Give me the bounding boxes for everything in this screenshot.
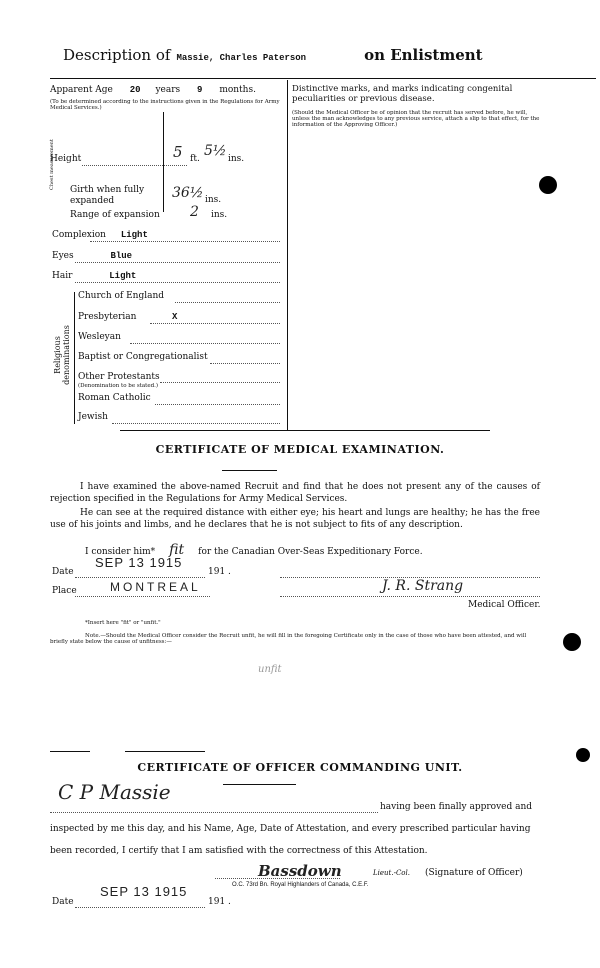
complexion-label: Complexion [52,230,106,240]
range-label: Range of expansion [70,210,160,220]
chest-label: Chest measurement [49,139,55,190]
in-label: ins. [228,154,245,164]
medical-date-stamp: SEP 13 1915 [95,555,183,570]
religion-mark: X [172,312,178,322]
signature-of-officer-label: (Signature of Officer) [425,868,523,878]
header-prefix: Description of [63,46,171,64]
dotted-line [75,262,280,263]
eyes-value: Blue [110,251,133,261]
officer-unit: O.C. 73rd Bn. Royal Highlanders of Canada, C.E.F. [232,882,369,888]
complexion-value: Light [120,230,148,240]
faint-unfit-note: unfit [258,664,282,675]
punch-hole [539,176,557,194]
column-divider [287,80,288,430]
brace [74,292,75,424]
divider [50,78,596,79]
religion-wesleyan: Wesleyan [78,332,121,342]
medical-date-label: Date [52,567,74,577]
medical-paragraph-1: I have examined the above-named Recruit and find that he does not present any of the causes of rejection specified in the Regulations for Army Medical Services. [50,482,540,504]
dotted-line [160,382,280,383]
months-label: months. [219,85,256,95]
officer-date-suffix: 191 . [208,897,231,907]
officer-date-stamp: SEP 13 1915 [100,884,188,899]
religion-jewish: Jewish [78,412,108,422]
place-stamp: MONTREAL [110,580,201,594]
punch-hole [576,748,590,762]
fitness-value: fit [169,542,185,558]
dotted-line [150,323,280,324]
years-label: years [155,85,181,95]
medical-paragraph-2: He can see at the required distance with either eye; his heart and lungs are healthy; he has the free use of his joints and limbs, and he declares that he is not subject to fits of any description. [50,508,540,530]
officer-rank: Lieut.-Col. [373,869,410,877]
ft-label: ft. [190,154,200,164]
apparent-age-row [50,85,256,95]
religion-baptist: Baptist or Congregationalist [78,352,208,362]
religion-label: Religious denominations [53,325,71,385]
divider [222,470,277,471]
dotted-line [130,343,280,344]
hair-row [52,271,136,281]
dotted-line [175,302,280,303]
recruit-name: Massie, Charles Paterson [176,53,307,63]
height-label: Height [50,154,82,164]
girth-label: Girth when fully expanded [70,185,145,206]
religion-presbyterian: Presbyterian [78,312,137,322]
eyes-label: Eyes [52,251,74,261]
officer-date-label: Date [52,897,74,907]
place-label: Place [52,586,77,596]
approval-text-1: having been finally approved and [380,802,533,812]
dotted-line [90,241,280,242]
dotted-line [50,812,378,813]
range-value: 2 [190,204,199,220]
insert-note: *Insert here "fit" or "unfit." [85,620,161,626]
dotted-line [75,596,210,597]
height-ft: 5 [173,143,183,161]
religion-church-of-england: Church of England [78,291,165,301]
medical-certificate-title: CERTIFICATE OF MEDICAL EXAMINATION. [155,443,445,456]
hair-label: Hair [52,271,73,281]
girth-value: 36½ [172,185,204,201]
header-title [63,46,483,64]
divider [120,430,490,431]
dotted-line [75,577,205,578]
approval-text-3: been recorded, I certify that I am satisfied with the correctness of this Attestation. [50,846,428,856]
distinctive-marks-label: Distinctive marks, and marks indicating congenital peculiarities or previous disease. [292,84,513,104]
punch-hole [563,633,581,651]
age-label: Apparent Age [50,85,113,95]
commanding-officer-signature: Bassdown [258,862,342,880]
eyes-row [52,251,132,261]
age-years: 20 [129,85,141,95]
dotted-line [155,404,280,405]
age-months: 9 [197,85,203,95]
girth-unit: ins. [205,195,222,205]
dotted-line [75,907,205,908]
range-unit: ins. [211,210,228,220]
dotted-line [75,282,280,283]
header-suffix: on Enlistment [364,46,483,64]
dotted-line [82,165,187,166]
hair-value: Light [109,271,137,281]
religion-other-protestants: Other Protestants [78,372,160,382]
unfit-note: Note.—Should the Medical Officer consider the Recruit unfit, he will fill in the foregoing Certificate only in the case of those who have been attested, and will briefly state below the cause of unfitness:— [50,633,527,645]
dotted-line [210,363,280,364]
dotted-line [112,423,280,424]
denomination-note: (Denomination to be stated.) [78,383,159,389]
consider-prefix: I consider him* [85,547,156,557]
medical-officer-signature: J. R. Strang [382,578,464,594]
age-note: (To be determined according to the instructions given in the Regulations for Army Medical Services.) [50,99,280,111]
dotted-line [280,596,540,597]
medical-officer-label: Medical Officer. [468,600,541,610]
recruit-signature: C P Massie [58,780,171,804]
divider [125,751,205,752]
distinctive-marks-note: (Should the Medical Officer be of opinion that the recruit has served before, he will, unless the man acknowledges to any previous service, attach a slip to that effect, for the information of the Approving Officer.) [292,110,540,128]
officer-certificate-title: CERTIFICATE OF OFFICER COMMANDING UNIT. [137,761,463,774]
complexion-row [52,230,148,240]
medical-date-suffix: 191 . [208,567,231,577]
divider [50,751,90,752]
approval-text-2: inspected by me this day, and his Name, Age, Date of Attestation, and every prescribed particular having [50,824,531,834]
height-in: 5½ [204,143,227,159]
consider-suffix: for the Canadian Over-Seas Expeditionary Force. [198,547,423,557]
divider [223,784,296,785]
religion-roman-catholic: Roman Catholic [78,393,151,403]
